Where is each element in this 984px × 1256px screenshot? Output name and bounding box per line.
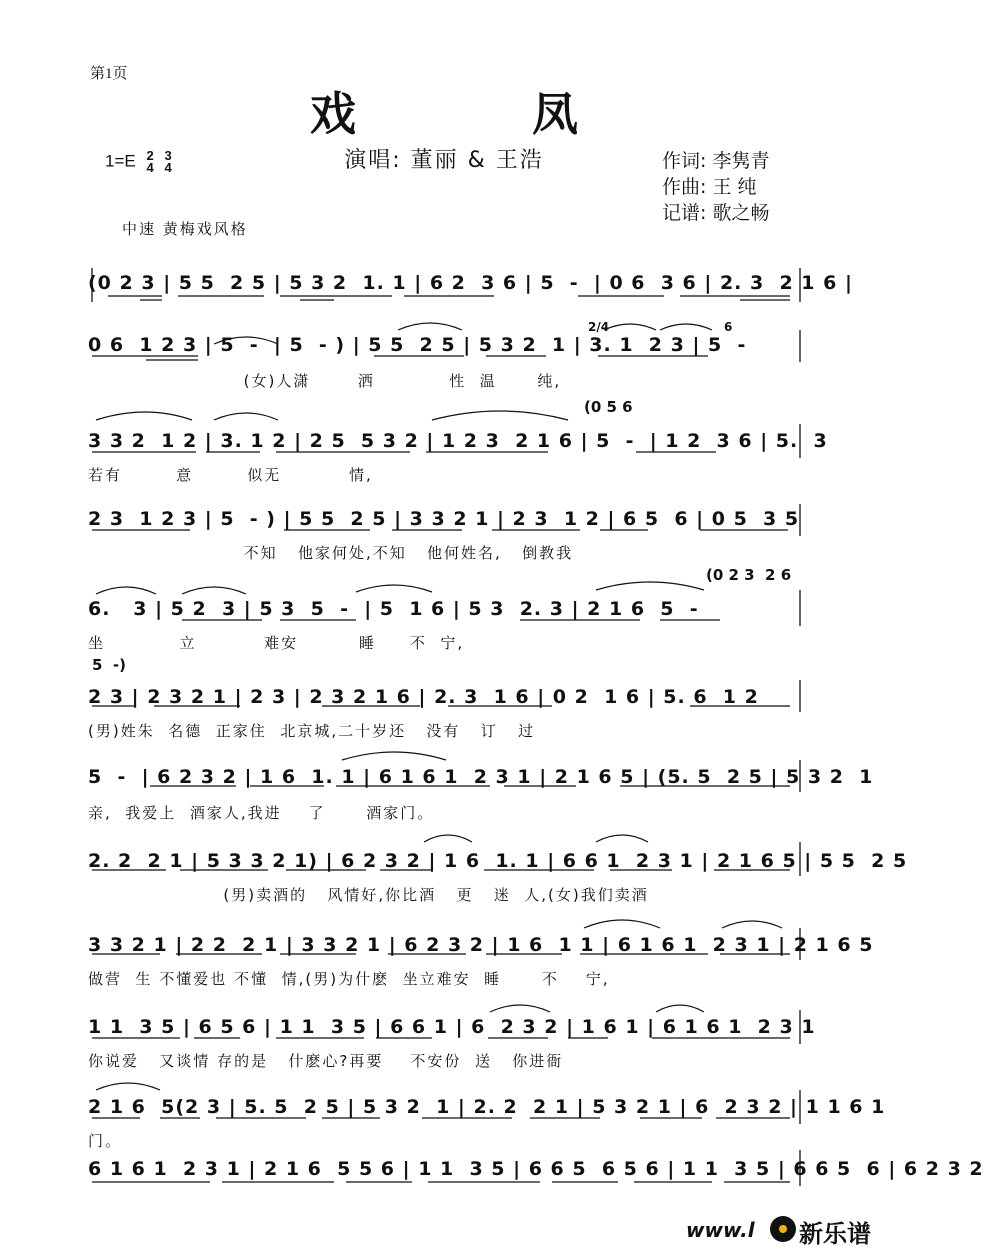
key-signature bbox=[105, 150, 172, 174]
key-label: 1=E bbox=[105, 151, 136, 171]
credits-block bbox=[662, 148, 769, 226]
notation-row-6: 2 3 | 2 3 2 1 | 2 3 | 2 3 2 1 6 | 2. 3 1 6 | 0 2 1 6 | 5. 6 1 2 bbox=[88, 686, 759, 708]
lyric-row-10: 你说爱 又谈情 存的是 什麽心?再要 不安份 送 你进衙 bbox=[88, 1052, 564, 1070]
lyricist-credit: 作词: 李隽青 bbox=[662, 150, 770, 172]
lyric-row-9: 做营 生 不懂爱也 不懂 情,(男)为什麽 坐立难安 睡 不 宁, bbox=[88, 970, 610, 988]
pickup-fragment: (0 5 6 bbox=[584, 398, 633, 416]
lyric-row-6: (男)姓朱 名德 正家住 北京城,二十岁还 没有 订 过 bbox=[88, 722, 535, 740]
ending-fragment: 5 -) bbox=[92, 656, 126, 674]
notation-row-3: 3 3 2 1 2 | 3. 1 2 | 2 5 5 3 2 | 1 2 3 2 1 6 | 5 - | 1 2 3 6 | 5. 3 bbox=[88, 430, 828, 452]
notation-row-12: 6 1 6 1 2 3 1 | 2 1 6 5 5 6 | 1 1 3 5 | 6 6 5 6 5 6 | 1 1 3 5 | 6 6 5 6 | 6 2 3 2 bbox=[88, 1158, 984, 1180]
lyric-row-5: 坐 立 难安 睡 不 宁, bbox=[88, 634, 465, 652]
meter-a-top: 2 bbox=[146, 148, 154, 163]
notation-row-1: (0 2 3 | 5 5 2 5 | 5 3 2 1. 1 | 6 2 3 6 | 5 - | 0 6 3 6 | 2. 3 2 1 6 | bbox=[88, 272, 853, 294]
time-signature-b bbox=[164, 150, 171, 174]
lyric-row-4: 不知 他家何处,不知 他何姓名, 倒教我 bbox=[88, 544, 574, 562]
meter-change-mark-b: 6 bbox=[724, 320, 733, 334]
meter-b-bottom: 4 bbox=[164, 160, 172, 175]
song-title: 戏 凤 bbox=[309, 87, 658, 141]
lyric-row-11: 门。 bbox=[88, 1132, 123, 1150]
notation-row-10: 1 1 3 5 | 6 5 6 | 1 1 3 5 | 6 6 1 | 6 2 3 2 | 1 6 1 | 6 1 6 1 2 3 1 bbox=[88, 1016, 816, 1038]
lyric-row-8: (男)卖酒的 风情好,你比酒 更 迷 人,(女)我们卖酒 bbox=[88, 886, 649, 904]
notation-row-11: 2 1 6 5(2 3 | 5. 5 2 5 | 5 3 2 1 | 2. 2 2 1 | 5 3 2 1 | 6 2 3 2 | 1 1 6 1 bbox=[88, 1096, 886, 1118]
site-watermark: www.l bbox=[686, 1218, 755, 1242]
meter-b-top: 3 bbox=[164, 148, 172, 163]
tempo-marking: 中速 黄梅戏风格 bbox=[122, 220, 248, 238]
lyric-row-3: 若有 意 似无 情, bbox=[88, 466, 373, 484]
notation-row-2: 0 6 1 2 3 | 5 - | 5 - ) | 5 5 2 5 | 5 3 2 1 | 3. 1 2 3 | 5 - bbox=[88, 334, 747, 356]
record-logo-icon bbox=[770, 1216, 796, 1242]
notation-row-9: 3 3 2 1 | 2 2 2 1 | 3 3 2 1 | 6 2 3 2 | 1 6 1 1 | 6 1 6 1 2 3 1 | 2 1 6 5 bbox=[88, 934, 874, 956]
page-number-label: 第1页 bbox=[90, 66, 128, 82]
notation-row-4: 2 3 1 2 3 | 5 - ) | 5 5 2 5 | 3 3 2 1 | 2 3 1 2 | 6 5 6 | 0 5 3 5 bbox=[88, 508, 800, 530]
notation-row-5: 6. 3 | 5 2 3 | 5 3 5 - | 5 1 6 | 5 3 2. 3 | 2 1 6 5 - bbox=[88, 598, 699, 620]
notation-row-7: 5 - | 6 2 3 2 | 1 6 1. 1 | 6 1 6 1 2 3 1 | 2 1 6 5 | (5. 5 2 5 | 5 3 2 1 bbox=[88, 766, 874, 788]
interlude-fragment: (0 2 3 2 6 bbox=[706, 566, 792, 584]
transcriber-credit: 记谱: 歌之畅 bbox=[662, 202, 770, 224]
notation-row-8: 2. 2 2 1 | 5 3 3 2 1) | 6 2 3 2 | 1 6 1. 1 | 6 6 1 2 3 1 | 2 1 6 5 | 5 5 2 5 bbox=[88, 850, 908, 872]
composer-credit: 作曲: 王 纯 bbox=[662, 176, 757, 198]
meter-change-mark: 2/4 bbox=[588, 320, 610, 334]
brand-logo-text: 新乐谱 bbox=[799, 1220, 871, 1248]
lyric-row-7: 亲, 我爱上 酒家人,我进 了 酒家门。 bbox=[88, 804, 435, 822]
meter-a-bottom: 4 bbox=[146, 160, 154, 175]
time-signature-a bbox=[146, 150, 153, 174]
singer-line: 演唱: 董丽 & 王浩 bbox=[344, 148, 544, 173]
lyric-row-2: (女)人潇 洒 性 温 纯, bbox=[88, 372, 562, 390]
